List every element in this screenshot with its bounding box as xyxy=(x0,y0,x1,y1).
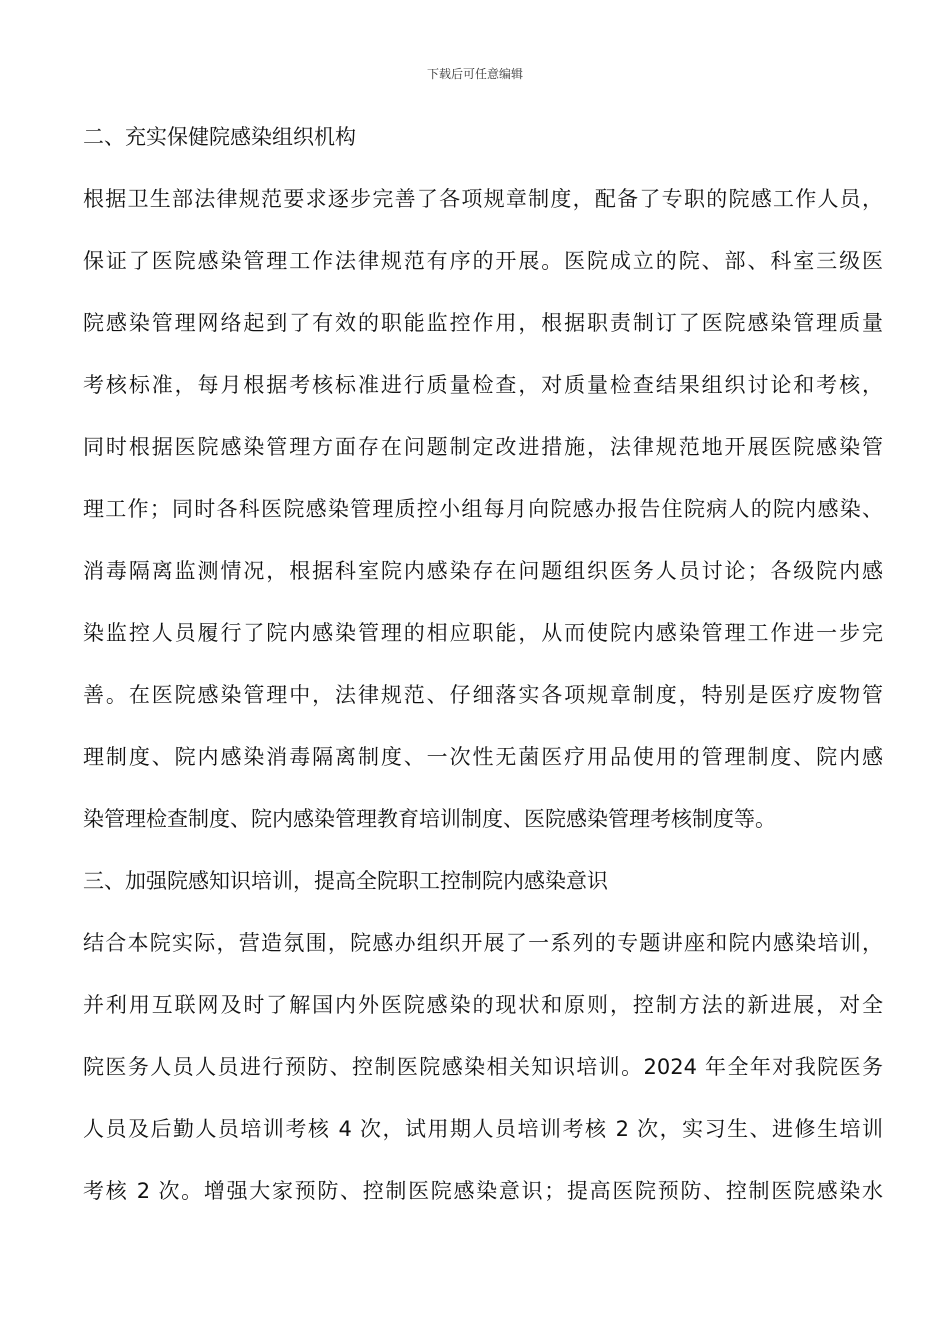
header-note: 下载后可任意编辑 xyxy=(426,67,523,81)
paragraph-line: 院医务人员人员进行预防、控制医院感染相关知识培训。2024 年全年对我院医务 xyxy=(83,1055,883,1079)
paragraph-line: 理制度、院内感染消毒隔离制度、一次性无菌医疗用品使用的管理制度、院内感 xyxy=(83,745,883,769)
paragraph-line: 善。在医院感染管理中，法律规范、仔细落实各项规章制度，特别是医疗废物管 xyxy=(83,683,883,707)
section-heading-2: 二、充实保健院感染组织机构 xyxy=(83,125,356,149)
paragraph-line: 理工作；同时各科医院感染管理质控小组每月向院感办报告住院病人的院内感染、 xyxy=(83,497,883,521)
paragraph-line: 并利用互联网及时了解国内外医院感染的现状和原则，控制方法的新进展，对全 xyxy=(83,993,883,1017)
paragraph-line: 院感染管理网络起到了有效的职能监控作用，根据职责制订了医院感染管理质量 xyxy=(83,311,883,335)
paragraph-line: 考核 2 次。增强大家预防、控制医院感染意识；提高医院预防、控制医院感染水 xyxy=(83,1179,883,1203)
paragraph-line: 保证了医院感染管理工作法律规范有序的开展。医院成立的院、部、科室三级医 xyxy=(83,249,883,273)
paragraph-line: 同时根据医院感染管理方面存在问题制定改进措施，法律规范地开展医院感染管 xyxy=(83,435,883,459)
paragraph-line: 根据卫生部法律规范要求逐步完善了各项规章制度，配备了专职的院感工作人员， xyxy=(83,187,883,211)
paragraph-line: 染监控人员履行了院内感染管理的相应职能，从而使院内感染管理工作进一步完 xyxy=(83,621,883,645)
paragraph-line: 染管理检查制度、院内感染管理教育培训制度、医院感染管理考核制度等。 xyxy=(83,807,776,831)
paragraph-line: 结合本院实际，营造氛围，院感办组织开展了一系列的专题讲座和院内感染培训， xyxy=(83,931,883,955)
paragraph-line: 人员及后勤人员培训考核 4 次，试用期人员培训考核 2 次，实习生、进修生培训 xyxy=(83,1117,883,1141)
paragraph-line: 考核标准，每月根据考核标准进行质量检查，对质量检查结果组织讨论和考核， xyxy=(83,373,883,397)
document-body xyxy=(83,115,883,1231)
paragraph-line: 消毒隔离监测情况，根据科室院内感染存在问题组织医务人员讨论；各级院内感 xyxy=(83,559,883,583)
section-heading-3: 三、加强院感知识培训，提高全院职工控制院内感染意识 xyxy=(83,869,608,893)
